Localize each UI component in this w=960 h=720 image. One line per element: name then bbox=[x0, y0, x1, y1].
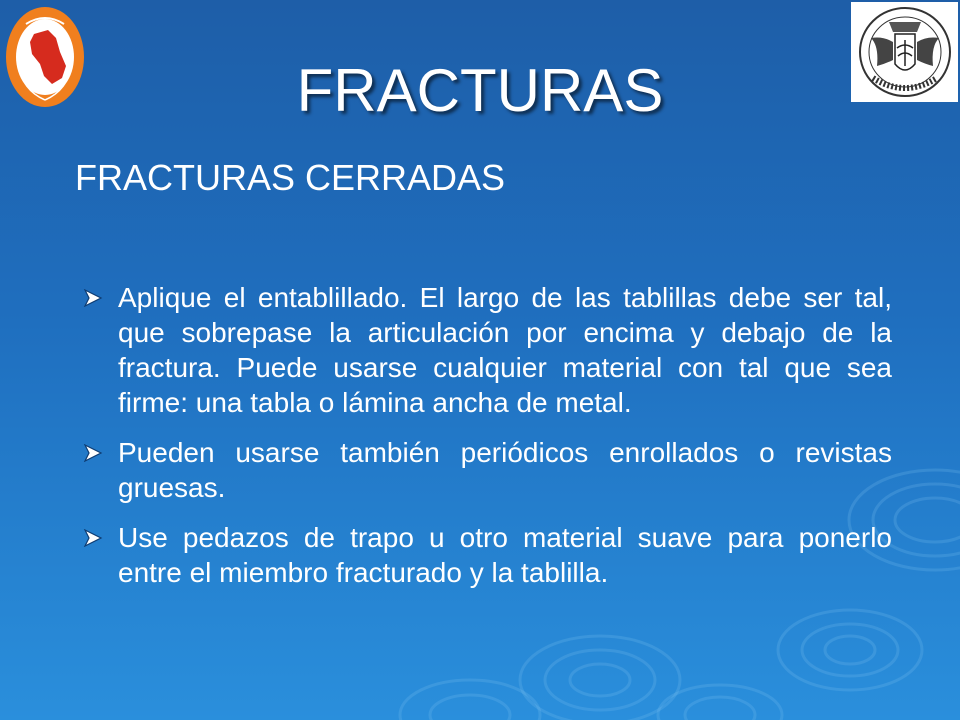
bullet-list bbox=[80, 280, 892, 605]
slide-title: FRACTURAS bbox=[296, 57, 664, 124]
arrow-bullet-icon bbox=[83, 289, 103, 307]
bullet-text: Use pedazos de trapo u otro material suave para ponerlo entre el miembro fracturado y la tablilla. bbox=[118, 522, 892, 588]
bullet-item bbox=[80, 280, 892, 420]
arrow-bullet-icon bbox=[83, 529, 103, 547]
bullet-text: Aplique el entablillado. El largo de las tablillas debe ser tal, que sobrepase la articulación por encima y debajo de la fractura. Puede usarse cualquier material con tal que sea firme: una tabla o lámina ancha de metal. bbox=[118, 282, 892, 418]
bullet-text: Pueden usarse también periódicos enrollados o revistas gruesas. bbox=[118, 437, 892, 503]
slide-subtitle: FRACTURAS CERRADAS bbox=[75, 157, 506, 198]
arrow-bullet-icon bbox=[83, 444, 103, 462]
bullet-item bbox=[80, 520, 892, 590]
bullet-item bbox=[80, 435, 892, 505]
